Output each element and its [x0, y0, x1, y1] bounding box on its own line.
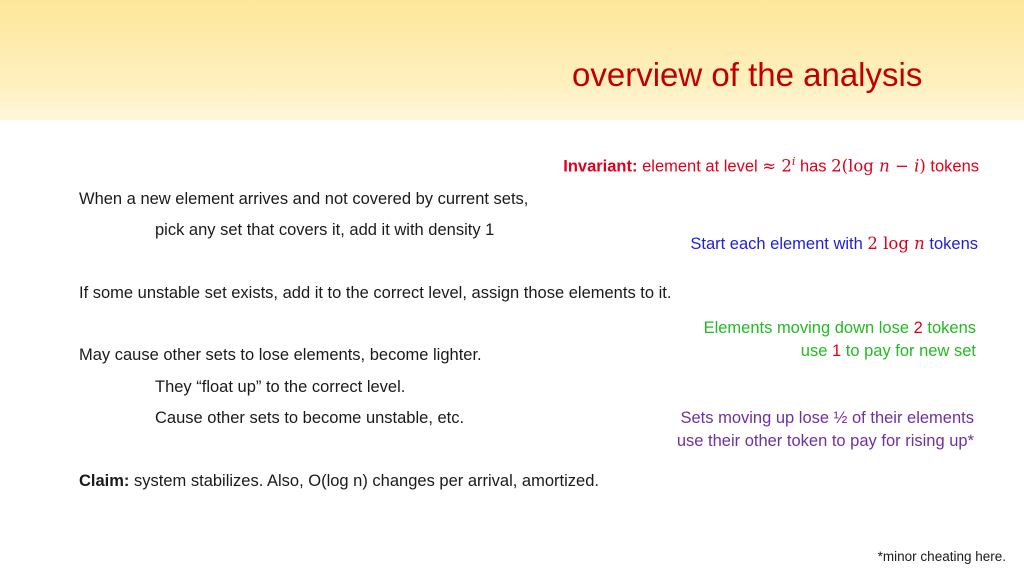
down-note-text-2a: use — [800, 342, 832, 360]
invariant-line — [563, 152, 979, 177]
invariant-text-3: tokens — [925, 157, 979, 176]
body-line-3: If some unstable set exists, add it to the correct level, assign those elements to it. — [79, 284, 672, 302]
start-note-n: n — [914, 234, 925, 253]
down-note-number-2: 2 — [913, 319, 923, 337]
body-line-6: Cause other sets to become unstable, etc. — [155, 409, 465, 427]
slide-title: overview of the analysis — [572, 56, 923, 93]
invariant-text-2: has — [795, 157, 832, 176]
down-note-text-1c: tokens — [922, 319, 976, 337]
body-line-4: May cause other sets to lose elements, become lighter. — [79, 346, 482, 364]
start-note-formula: 2 log — [867, 234, 915, 253]
invariant-approx: ≈ 2 — [762, 156, 792, 176]
moving-down-note-1 — [704, 318, 976, 338]
start-note-text-1: Start each element with — [690, 235, 868, 253]
body-line-5: They “float up” to the correct level. — [155, 378, 406, 396]
body-line-2: pick any set that covers it, add it with density 1 — [155, 221, 495, 239]
invariant-formula-3: ) — [919, 156, 926, 176]
start-tokens-note — [690, 234, 978, 254]
invariant-n: n — [879, 156, 890, 176]
moving-up-note-2: use their other token to pay for rising up* — [676, 432, 974, 450]
claim-label: Claim: — [79, 472, 130, 490]
invariant-formula-2: − — [889, 156, 915, 176]
start-note-text-2: tokens — [924, 235, 978, 253]
claim-text: system stabilizes. Also, O(log n) changes per arrival, amortized. — [129, 472, 599, 490]
footnote: *minor cheating here. — [877, 549, 1006, 564]
down-note-number-1: 1 — [831, 342, 842, 360]
invariant-label: Invariant: — [563, 157, 638, 176]
body-line-1: When a new element arrives and not covered by current sets, — [79, 190, 529, 208]
claim-line — [79, 471, 599, 491]
moving-up-note-1: Sets moving up lose ½ of their elements — [680, 409, 974, 427]
moving-down-note-2 — [801, 341, 976, 361]
invariant-sup: i — [791, 155, 796, 168]
invariant-text-1: element at level — [642, 157, 763, 176]
invariant-formula-1: 2(log — [831, 156, 880, 176]
invariant-i: i — [914, 156, 920, 176]
down-note-text-2c: to pay for new set — [841, 342, 976, 360]
down-note-text-1a: Elements moving down lose — [703, 319, 914, 337]
